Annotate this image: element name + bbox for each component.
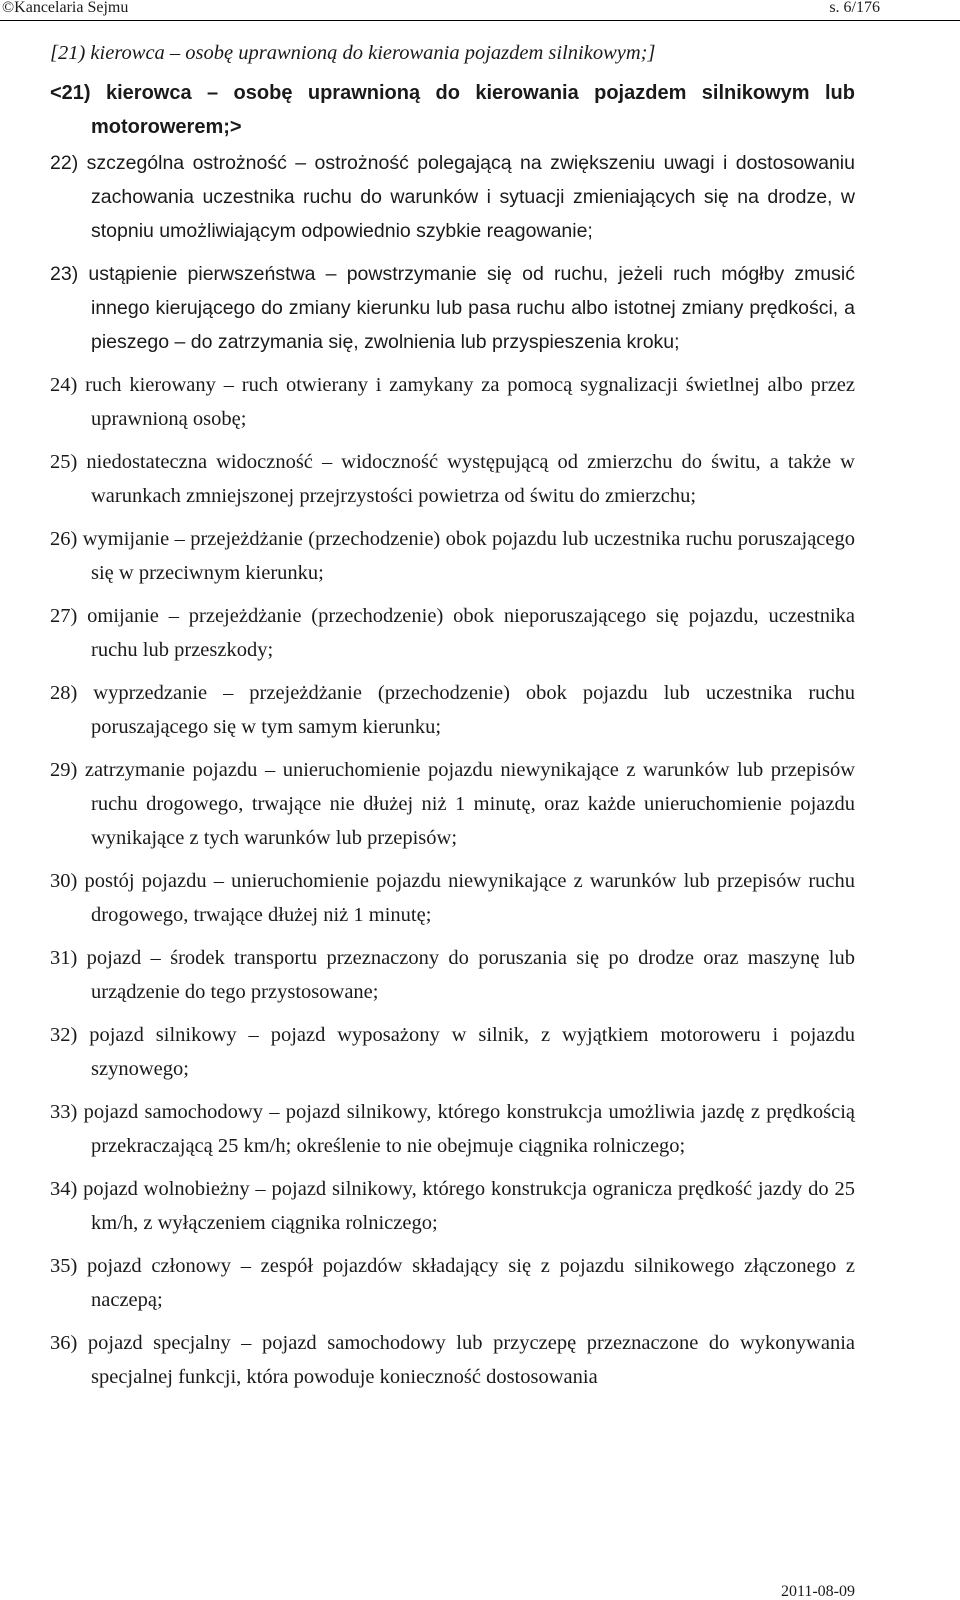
definition-31: 31) pojazd – środek transportu przeznaczony do poruszania się po drodze oraz maszynę lub urządzenie do tego przystosowane; [50,947,855,1003]
definition-21-new: <21) kierowca – osobę uprawnioną do kierowania pojazdem silnikowym lub motorowerem;> [50,82,855,138]
definition-26: 26) wymijanie – przejeżdżanie (przechodzenie) obok pojazdu lub uczestnika ruchu poruszającego się w przeciwnym kierunku; [50,528,855,584]
page-footer [0,1582,960,1600]
definition-30: 30) postój pojazdu – unieruchomienie pojazdu niewynikające z warunków lub przepisów ruchu drogowego, trwające dłużej niż 1 minutę; [50,870,855,926]
definition-28: 28) wyprzedzanie – przejeżdżanie (przechodzenie) obok pojazdu lub uczestnika ruchu poruszającego się w tym samym kierunku; [50,682,855,738]
document-body [50,36,855,1403]
definition-35: 35) pojazd członowy – zespół pojazdów składający się z pojazdu silnikowego złączonego z naczepą; [50,1255,855,1311]
definition-22: 22) szczególna ostrożność – ostrożność polegającą na zwiększeniu uwagi i dostosowaniu zachowania uczestnika ruchu do warunków i sytuacji zmieniających się na drodze, w stopniu umożliwiającym odpowiednio szybkie reagowanie; [50,152,855,242]
definition-32: 32) pojazd silnikowy – pojazd wyposażony w silnik, z wyjątkiem motoroweru i pojazdu szynowego; [50,1024,855,1080]
definition-29: 29) zatrzymanie pojazdu – unieruchomienie pojazdu niewynikające z warunków lub przepisów ruchu drogowego, trwające nie dłużej niż 1 minutę, oraz każde unieruchomienie pojazdu wynikające z tych warunków lub przepisów; [50,759,855,849]
page-header [0,0,960,21]
definition-34: 34) pojazd wolnobieżny – pojazd silnikowy, którego konstrukcja ogranicza prędkość jazdy do 25 km/h, z wyłączeniem ciągnika rolniczego; [50,1178,855,1234]
definition-24: 24) ruch kierowany – ruch otwierany i zamykany za pomocą sygnalizacji świetlnej albo przez uprawnioną osobę; [50,374,855,430]
definition-36: 36) pojazd specjalny – pojazd samochodowy lub przyczepę przeznaczone do wykonywania specjalnej funkcji, która powoduje konieczność dostosowania [50,1332,855,1388]
definition-25: 25) niedostateczna widoczność – widoczność występującą od zmierzchu do świtu, a także w warunkach zmniejszonej przejrzystości powietrza od świtu do zmierzchu; [50,451,855,507]
definition-23: 23) ustąpienie pierwszeństwa – powstrzymanie się od ruchu, jeżeli ruch mógłby zmusić innego kierującego do zmiany kierunku lub pasa ruchu albo istotnej zmiany prędkości, a pieszego – do zatrzymania się, zwolnienia lub przyspieszenia kroku; [50,263,855,353]
copyright-label: ©Kancelaria Sejmu [2,0,129,16]
document-date: 2011-08-09 [780,1583,855,1600]
definition-21-old: [21) kierowca – osobę uprawnioną do kierowania pojazdem silnikowym;] [50,42,656,64]
definition-33: 33) pojazd samochodowy – pojazd silnikowy, którego konstrukcja umożliwia jazdę z prędkością przekraczającą 25 km/h; określenie to nie obejmuje ciągnika rolniczego; [50,1101,855,1157]
page-number: s. 6/176 [829,0,880,16]
definition-27: 27) omijanie – przejeżdżanie (przechodzenie) obok nieporuszającego się pojazdu, uczestnika ruchu lub przeszkody; [50,605,855,661]
